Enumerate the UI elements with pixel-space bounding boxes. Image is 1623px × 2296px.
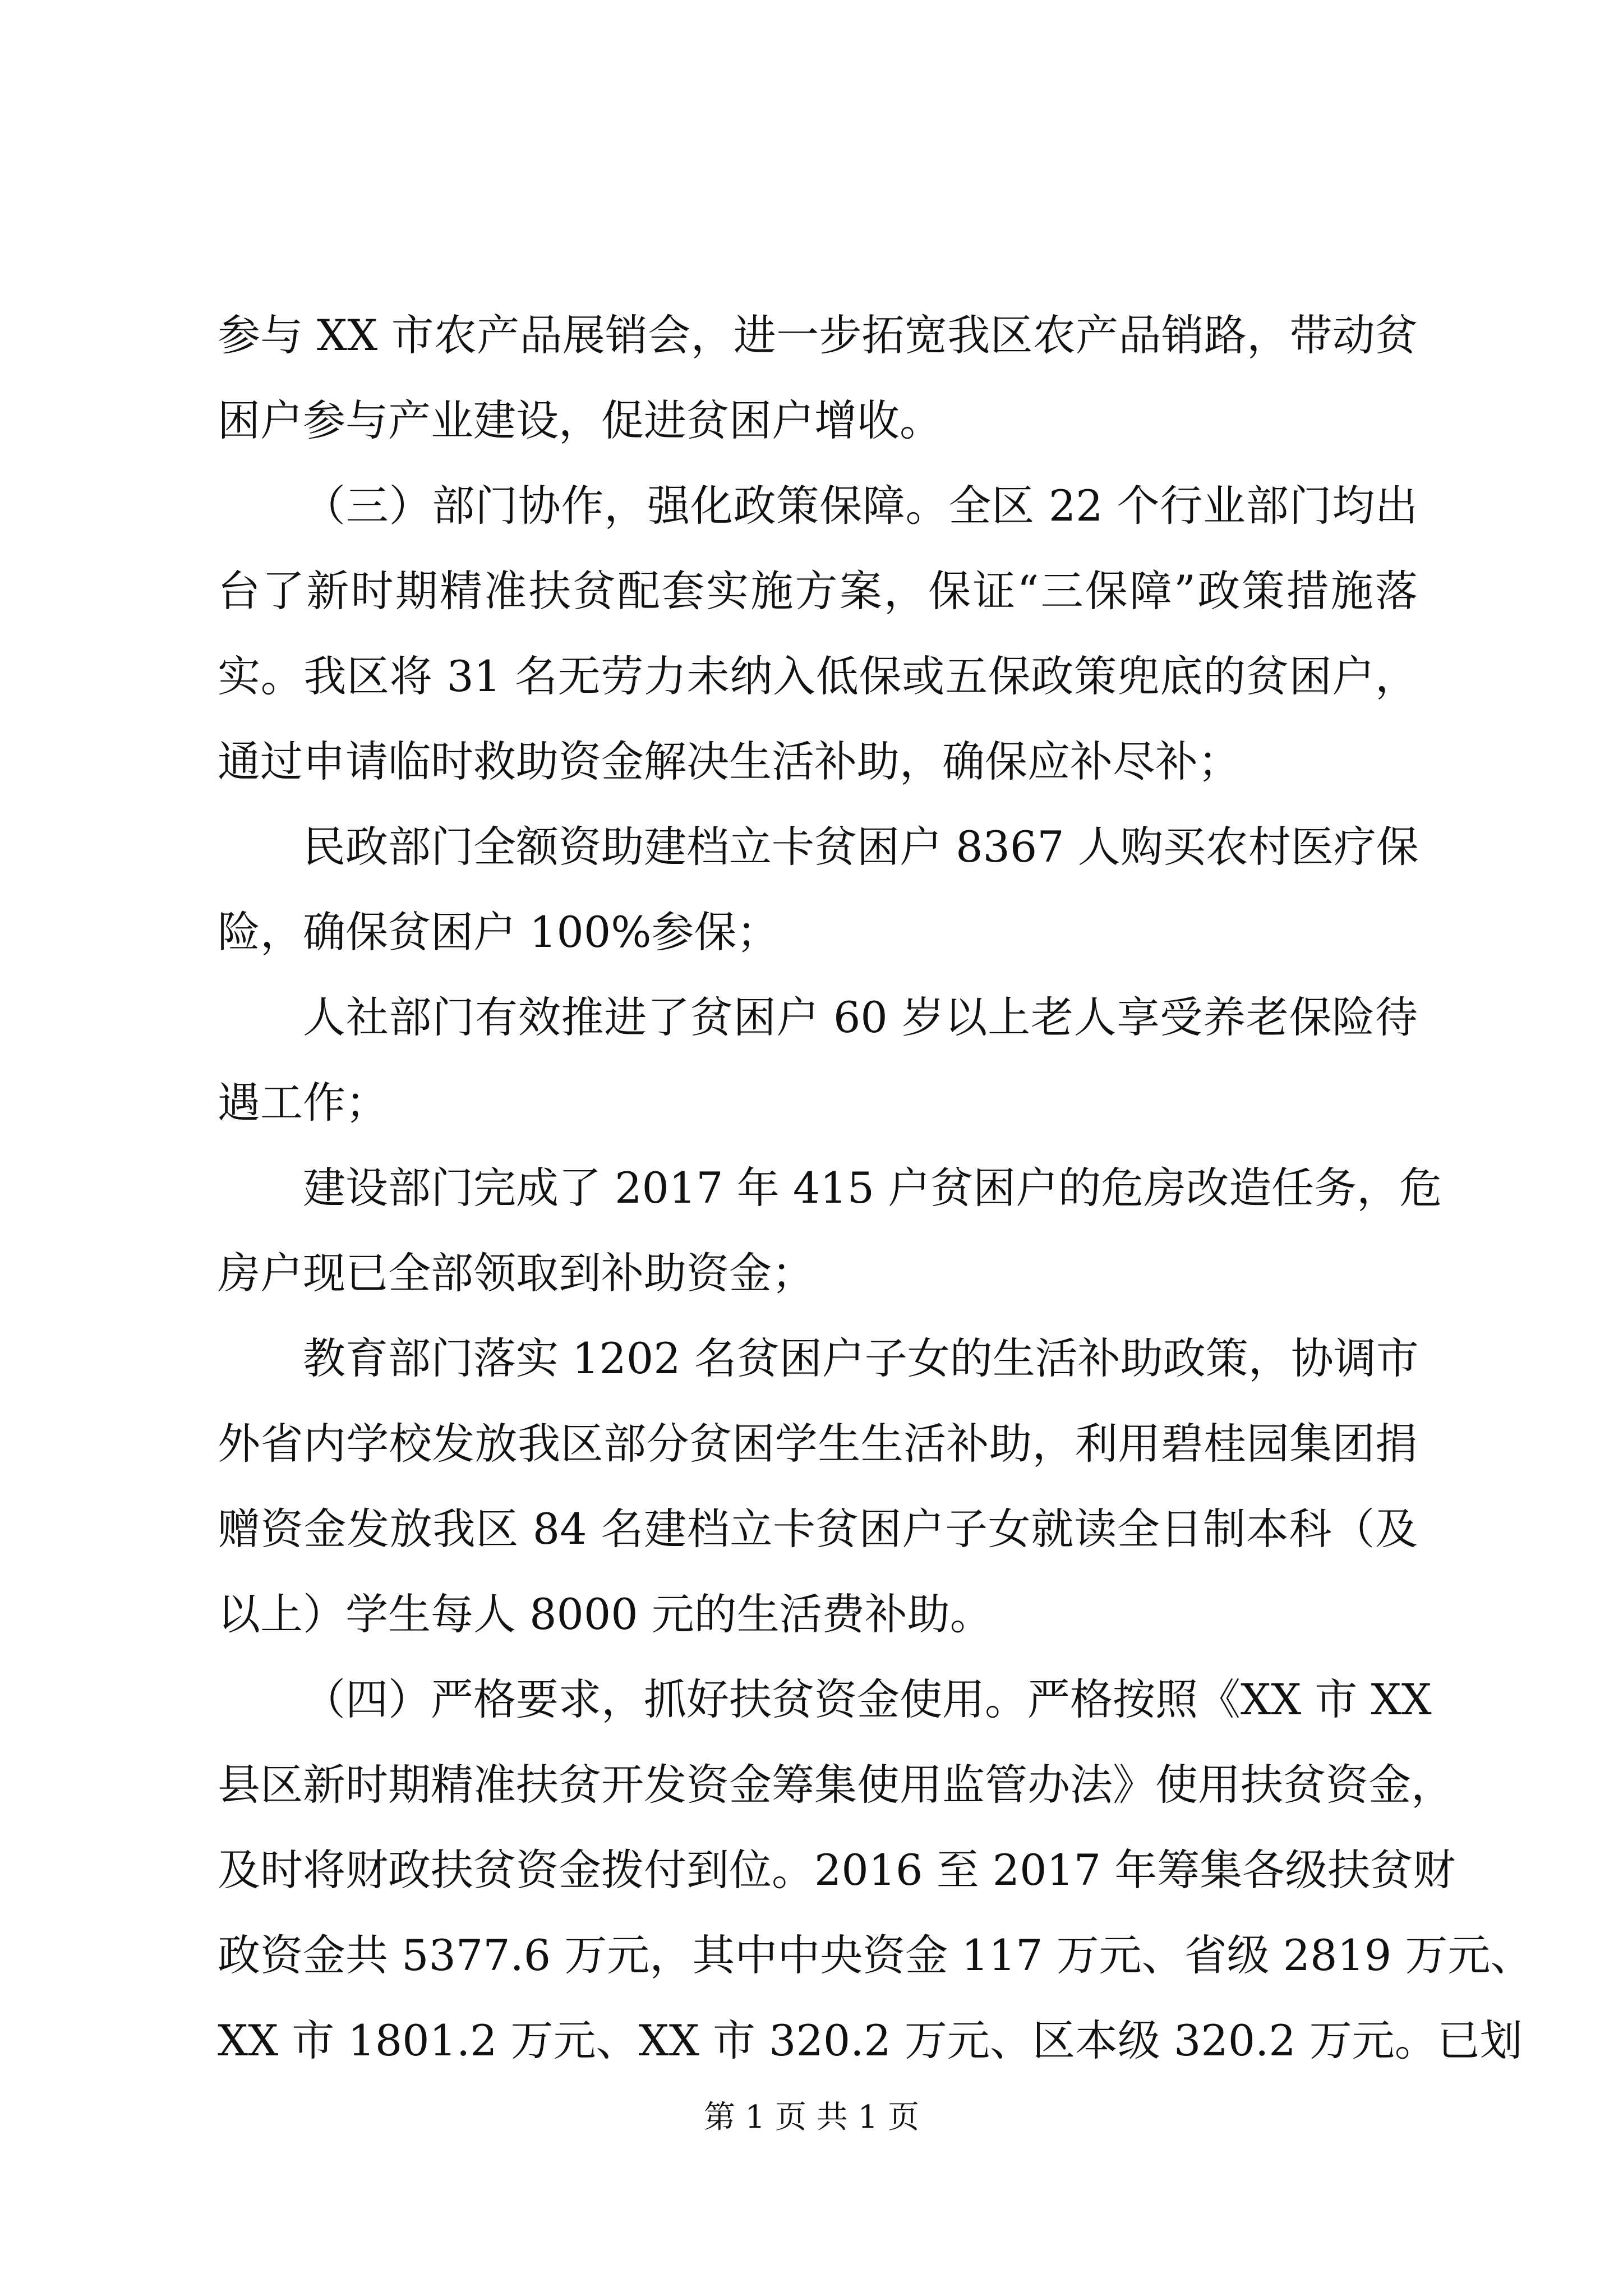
text-line-21: XX 市 1801.2 万元、XX 市 320.2 万元、区本级 320.2 万元。已划 — [218, 2016, 1523, 2065]
text-line-8: 险，确保贫困户 100%参保； — [218, 907, 780, 957]
text-line-17: （四）严格要求，抓好扶贫资金使用。严格按照《XX 市 XX — [303, 1674, 1432, 1724]
page-footer: 第 1 页 共 1 页 — [703, 2099, 920, 2136]
text-line-9: 人社部门有效推进了贫困户 60 岁以上老人享受养老保险待 — [303, 992, 1418, 1042]
text-line-5: 实。我区将 31 名无劳力未纳入低保或五保政策兜底的贫困户， — [218, 651, 1418, 701]
text-line-15: 赠资金发放我区 84 名建档立卡贫困户子女就读全日制本科（及 — [218, 1504, 1418, 1554]
text-line-10: 遇工作； — [218, 1078, 388, 1128]
text-line-7: 民政部门全额资助建档立卡贫困户 8367 人购买农村医疗保 — [303, 822, 1419, 872]
text-line-2: 困户参与产业建设，促进贫困户增收。 — [218, 395, 942, 445]
text-line-14: 外省内学校发放我区部分贫困学生生活补助，利用碧桂园集团捐 — [218, 1419, 1418, 1469]
text-line-3: （三）部门协作，强化政策保障。全区 22 个行业部门均出 — [303, 481, 1418, 531]
text-line-13: 教育部门落实 1202 名贫困户子女的生活补助政策，协调市 — [303, 1333, 1419, 1383]
text-line-4: 台了新时期精准扶贫配套实施方案，保证“三保障”政策措施落 — [218, 566, 1418, 616]
text-line-12: 房户现已全部领取到补助资金； — [218, 1248, 814, 1298]
text-line-18: 县区新时期精准扶贫开发资金筹集使用监管办法》使用扶贫资金， — [218, 1760, 1454, 1810]
text-line-6: 通过申请临时救助资金解决生活补助，确保应补尽补； — [218, 737, 1241, 786]
text-line-16: 以上）学生每人 8000 元的生活费补助。 — [218, 1589, 993, 1639]
text-line-19: 及时将财政扶贫资金拨付到位。2016 至 2017 年筹集各级扶贫财 — [218, 1845, 1456, 1895]
text-line-11: 建设部门完成了 2017 年 415 户贫困户的危房改造任务，危 — [303, 1163, 1442, 1213]
text-line-1: 参与 XX 市农产品展销会，进一步拓宽我区农产品销路，带动贫 — [218, 310, 1418, 360]
text-line-20: 政资金共 5377.6 万元，其中中央资金 117 万元、省级 2819 万元、 — [218, 1930, 1533, 1980]
